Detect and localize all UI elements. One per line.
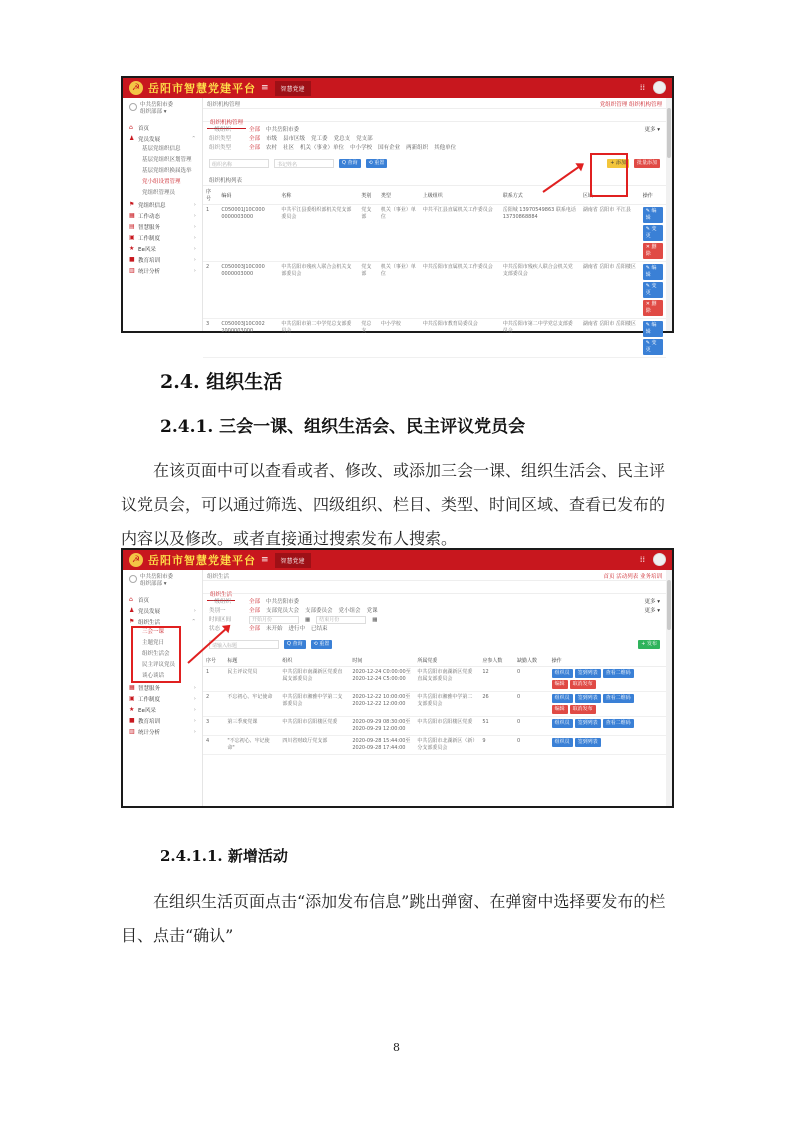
subnav-item[interactable]: 谈心谈话 <box>142 673 165 679</box>
top-bar <box>123 550 672 570</box>
sidebar-item-home[interactable]: ⌂ 首页 <box>129 124 150 132</box>
people-icon: ♟ <box>129 135 135 142</box>
search-button[interactable]: Q 查询 <box>284 640 306 649</box>
add-button[interactable]: + 添加 <box>607 159 629 168</box>
breadcrumb-right[interactable]: 首页 活动列表 业务培训 <box>603 574 662 580</box>
user-info[interactable]: 中共岳阳市委 组织部部 ▾ <box>123 570 202 594</box>
menu-toggle-icon[interactable]: ≡ <box>261 83 269 93</box>
user-info[interactable]: 中共岳阳市委 组织部部 ▾ <box>123 98 202 122</box>
cancel-publish-button[interactable]: 取消发布 <box>570 680 596 689</box>
more-dropdown[interactable]: 更多 ▾ <box>644 608 660 614</box>
sidebar-item[interactable]: ▣ 工作制度 › <box>129 234 196 242</box>
table-row: 1 C050001J10C000 0000003000 中共平江县委组织部机关党支部委员会 党支部 机关（事业）单位 中共平江县直属机关工作委员会 岳阳城 13970549863 联系电话 13730868884 湖南省 岳阳市 平江县 ✎ 编辑 ✎ 变更 ✕ 删除 <box>203 205 666 262</box>
star-icon: ★ <box>129 706 135 713</box>
book-icon: ■ <box>129 256 135 263</box>
flag-icon: ⚑ <box>129 201 135 208</box>
chart-icon: ▥ <box>129 728 135 735</box>
sidebar-item[interactable]: ★ Ee风采 › <box>129 706 196 714</box>
subsubsection-heading: 2.4.1.1. 新增活动 <box>160 847 288 865</box>
detail-button[interactable]: 组织员 <box>552 694 573 703</box>
sidebar-item[interactable]: ⚑ 党组织信息 › <box>129 201 196 209</box>
org-table: 序号 编码 名称 类别 类型 上级组织 联系方式 区域 操作 1 C050001J10C000 0000003000 中共平江县委组织部机关党支部委员会 党支部 机关（事业）单位 中共平江县直属机关工作委员会 岳阳城 13970549863 联系电话 13730868884 湖南省 岳阳市 平江县 ✎ 编辑 ✎ 变更 ✕ 删除 2 C050003J10C000 0000003000 中共岳阳市残疾人联合会机关支部委员会 党支部 机关（事业）单位 中共岳阳市直属机关工作委员会 中共岳阳市残疾人联合会机关党支部委员会 湖南省 岳阳市 岳阳楼区 ✎ 编辑 ✎ 变更 ✕ 删除 3 C050003J10C002 2000003000 中共岳阳市第二中学党总支部委员会 党总支 中小学校 中共岳阳市教育局委员会 中共岳阳市第二中学党总支部委员会 湖南省 岳阳市 岳阳楼区 ✎ 编辑 ✎ 变更 <box>203 186 666 358</box>
home-icon: ⌂ <box>129 124 133 131</box>
grid-icon: ▦ <box>129 212 135 219</box>
sidebar-item[interactable]: ▥ 统计分析 › <box>129 267 196 275</box>
doc-icon: ▣ <box>129 234 135 241</box>
sign-list-button[interactable]: 签到列表 <box>575 738 601 747</box>
party-emblem-icon: ☭ <box>129 81 143 95</box>
change-button[interactable]: ✎ 变更 <box>643 282 663 298</box>
tab-org-life[interactable]: 组织生活 <box>207 587 235 601</box>
cancel-publish-button[interactable]: 取消发布 <box>570 705 596 714</box>
sidebar-item[interactable]: ★ Ee风采 › <box>129 245 196 253</box>
title-search-input[interactable]: 请输入标题 <box>209 640 279 649</box>
filter-row: 一级组织 全部 中共岳阳市委 更多 ▾ <box>209 599 660 605</box>
subnav-item[interactable]: 基层党组织换届选举 <box>142 168 192 174</box>
sidebar-item[interactable]: ▣ 工作制度 › <box>129 695 196 703</box>
table-row: 1 民主评议党员 中共岳阳市南湖新区党委直属支部委员会 2020-12-24 C0:00:00至2020-12-24 C5:00:00 中共岳阳市南湖新区党委直属支部委员会 12 0 组织员 签到列表 查看二维码 编辑 取消发布 <box>203 667 666 692</box>
calendar-icon[interactable]: ▦ <box>372 617 378 623</box>
grid-icon: ▦ <box>129 684 135 691</box>
sidebar-item[interactable]: ▦ 智慧服务 › <box>129 684 196 692</box>
subsection-heading: 2.4.1. 三会一课、组织生活会、民主评议党员会 <box>160 417 526 437</box>
qrcode-button[interactable]: 查看二维码 <box>603 719 634 728</box>
sign-list-button[interactable]: 签到列表 <box>575 669 601 678</box>
activity-table: 序号 标题 组织 时间 所属党委 应参人数 缺勤人数 操作 1 民主评议党员 中共岳阳市南湖新区党委直属支部委员会 2020-12-24 C0:00:00至2020-12-24 C5:00:00 中共岳阳市南湖新区党委直属支部委员会 12 0 组织员 签到列表 查看二维码 编辑 取消发布 2 不忘初心、牢记使命 中共岳阳市湘雅中学第二支部委员会 2020-12-22 10:00:00至2020-12-22 12:00:00 中共岳阳市湘雅中学第二支部委员会 26 0 组织员 签到列表 查看二维码 编辑 取消发布 3 第三季度党课 中共岳阳市岳阳楼区党委 2020-09-29 08:30:00至2020-09-29 12:00:00 中共岳阳市岳阳楼区党委 51 0 组织员 签到列表 查看二维码 4 "不忘初心、牢记使命" 四川省财政厅党支部 2020-09-28 15:44:00至2020-09-28 17:44:00 中共岳阳市北湖新区（新）分支部委员会 9 0 组织员 签到列表 <box>203 655 666 755</box>
detail-button[interactable]: 组织员 <box>552 719 573 728</box>
delete-button[interactable]: ✕ 删除 <box>643 300 663 316</box>
flag-icon: ⚑ <box>129 618 135 625</box>
tab-org[interactable]: 组织机构管理 <box>207 115 246 129</box>
edit-button[interactable]: 编辑 <box>552 705 568 714</box>
filter-row: 时间区间 开始月份 ▦ 结束月份 ▦ <box>209 617 378 623</box>
subnav-item[interactable]: 组织生活会 <box>142 651 170 657</box>
edit-button[interactable]: ✎ 编辑 <box>643 207 663 223</box>
org-name-input[interactable]: 组织名称 <box>209 159 269 168</box>
sidebar-item[interactable]: ■ 教育培训 › <box>129 256 196 264</box>
sign-list-button[interactable]: 签到列表 <box>575 694 601 703</box>
filter-row: 状态 全部 未开始 进行中 已结束 <box>209 626 328 632</box>
sidebar-item-org-life[interactable]: ⚑ 组织生活 ⌃ <box>129 618 196 626</box>
change-button[interactable]: ✎ 变更 <box>643 339 663 355</box>
table-row: 3 第三季度党课 中共岳阳市岳阳楼区党委 2020-09-29 08:30:00至2020-09-29 12:00:00 中共岳阳市岳阳楼区党委 51 0 组织员 签到列表 查看二维码 <box>203 717 666 736</box>
table-row: 2 C050003J10C000 0000003000 中共岳阳市残疾人联合会机关支部委员会 党支部 机关（事业）单位 中共岳阳市直属机关工作委员会 中共岳阳市残疾人联合会机关党支部委员会 湖南省 岳阳市 岳阳楼区 ✎ 编辑 ✎ 变更 ✕ 删除 <box>203 262 666 319</box>
edit-button[interactable]: ✎ 编辑 <box>643 321 663 337</box>
filter-row: 一级组织 全部 中共岳阳市委 更多 ▾ <box>209 127 660 133</box>
book-icon: ■ <box>129 717 135 724</box>
star-icon: ★ <box>129 245 135 252</box>
filter-row: 类别一 全部 支部党员大会 支部委员会 党小组会 党课 更多 ▾ <box>209 608 660 614</box>
paragraph: 在组织生活页面点击“添加发布信息”跳出弹窗、在弹窗中选择要发布的栏目、点击“确认” <box>121 892 666 945</box>
batch-add-button[interactable]: 批量添加 <box>634 159 660 168</box>
more-dropdown[interactable]: 更多 ▾ <box>644 599 660 605</box>
main-content <box>203 570 666 806</box>
scrollbar[interactable] <box>666 570 672 806</box>
user-icon <box>129 103 137 111</box>
module-tab[interactable]: 智慧党建 <box>275 553 311 568</box>
user-icon <box>129 575 137 583</box>
qrcode-button[interactable]: 查看二维码 <box>603 694 634 703</box>
delete-button[interactable]: ✕ 删除 <box>643 243 663 259</box>
edit-button[interactable]: 编辑 <box>552 680 568 689</box>
breadcrumb-right[interactable]: 党组织管理 组织机构管理 <box>599 102 662 108</box>
sidebar-item[interactable]: ▤ 智慧服务 › <box>129 223 196 231</box>
breadcrumb: 组织机构管理 <box>207 102 241 108</box>
doc-icon: ▣ <box>129 695 135 702</box>
publish-button[interactable]: + 发布 <box>638 640 660 649</box>
filter-row: 组织类型 全部 市级 县市区级 党工委 党总支 党支部 <box>209 136 373 142</box>
subnav-item-active[interactable]: 党小组设置管理 <box>142 179 181 185</box>
sidebar-item-home[interactable]: ⌂ 首页 <box>129 596 150 604</box>
start-month-input[interactable]: 开始月份 <box>249 616 299 624</box>
table-row: 4 "不忘初心、牢记使命" 四川省财政厅党支部 2020-09-28 15:44:00至2020-09-28 17:44:00 中共岳阳市北湖新区（新）分支部委员会 9 0 组织员 签到列表 <box>203 736 666 755</box>
menu-toggle-icon[interactable]: ≡ <box>261 555 269 565</box>
chart-icon: ▥ <box>129 267 135 274</box>
change-button[interactable]: ✎ 变更 <box>643 225 663 241</box>
avatar[interactable] <box>653 553 666 566</box>
breadcrumb: 组织生活 <box>207 574 230 580</box>
sidebar-item[interactable]: ▥ 统计分析 › <box>129 728 196 736</box>
calendar-icon[interactable]: ▦ <box>305 617 311 623</box>
detail-button[interactable]: 组织员 <box>552 669 573 678</box>
party-emblem-icon: ☭ <box>129 553 143 567</box>
more-dropdown[interactable]: 更多 ▾ <box>644 127 660 133</box>
highlight-box <box>590 153 628 197</box>
table-row: 3 C050003J10C002 2000003000 中共岳阳市第二中学党总支部委员会 党总支 中小学校 中共岳阳市教育局委员会 中共岳阳市第二中学党总支部委员会 湖南省 岳阳市 岳阳楼区 ✎ 编辑 ✎ 变更 <box>203 319 666 358</box>
home-icon: ⌂ <box>129 596 133 603</box>
app-title: 岳阳市智慧党建平台 <box>148 554 256 567</box>
subnav-item-active[interactable]: 三会一课 <box>142 629 165 635</box>
screenshot-org-management <box>121 76 674 353</box>
filter-row: 组织类型 全部 农村 社区 机关（事业）单位 中小学校 国有企业 两新组织 其他单位 <box>209 145 457 151</box>
page-number: 8 <box>393 1041 400 1054</box>
subnav-item[interactable]: 党组织管理员 <box>142 190 176 196</box>
paragraph: 在该页面中可以查看或者、修改、或添加三会一课、组织生活会、民主评议党员会，可以通过筛选、四级组织、栏目、类型、时间区域、查看已发布的内容以及修改。或者直接通过搜索发布人搜索。 <box>121 461 666 548</box>
subnav-item[interactable]: 主题党日 <box>142 640 165 646</box>
sidebar <box>123 570 203 806</box>
screenshot-org-life <box>121 548 674 808</box>
module-tab[interactable]: 智慧党建 <box>275 81 311 96</box>
sidebar-item-develop[interactable]: ♟ 党员发展 ⌃ <box>129 135 196 143</box>
app-title: 岳阳市智慧党建平台 <box>148 82 256 95</box>
subnav-item[interactable]: 民主评议党员 <box>142 662 176 668</box>
highlight-box <box>131 626 181 683</box>
qrcode-button[interactable]: 查看二维码 <box>603 669 634 678</box>
table-row: 2 不忘初心、牢记使命 中共岳阳市湘雅中学第二支部委员会 2020-12-22 10:00:00至2020-12-22 12:00:00 中共岳阳市湘雅中学第二支部委员会 26 0 组织员 签到列表 查看二维码 编辑 取消发布 <box>203 692 666 717</box>
service-icon: ▤ <box>129 223 135 230</box>
search-button[interactable]: Q 查询 <box>339 159 361 168</box>
reset-button[interactable]: ⟲ 重置 <box>366 159 388 168</box>
subnav-item[interactable]: 基层党组织区划管理 <box>142 157 192 163</box>
sidebar <box>123 98 203 331</box>
sidebar-item[interactable]: ♟ 党员发展 › <box>129 607 196 615</box>
grid-icon[interactable]: ⁞⁞ <box>639 555 645 564</box>
chevron-up-icon: ⌃ <box>191 618 196 625</box>
detail-button[interactable]: 组织员 <box>552 738 573 747</box>
sidebar-item[interactable]: ▦ 工作动态 › <box>129 212 196 220</box>
reset-button[interactable]: ⟲ 重置 <box>311 640 333 649</box>
secretary-input[interactable]: 书记姓名 <box>274 159 334 168</box>
section-heading: 2.4. 组织生活 <box>160 371 283 393</box>
edit-button[interactable]: ✎ 编辑 <box>643 264 663 280</box>
chevron-up-icon: ⌃ <box>191 135 196 142</box>
list-title: 组织机构列表 <box>203 175 666 186</box>
sign-list-button[interactable]: 签到列表 <box>575 719 601 728</box>
subnav-item[interactable]: 基层党组织信息 <box>142 146 181 152</box>
grid-icon[interactable]: ⁞⁞ <box>639 83 645 92</box>
end-month-input[interactable]: 结束月份 <box>316 616 366 624</box>
sidebar-item[interactable]: ■ 教育培训 › <box>129 717 196 725</box>
people-icon: ♟ <box>129 607 135 614</box>
avatar[interactable] <box>653 81 666 94</box>
main-content <box>203 98 666 353</box>
scrollbar[interactable] <box>666 98 672 331</box>
top-bar <box>123 78 672 98</box>
